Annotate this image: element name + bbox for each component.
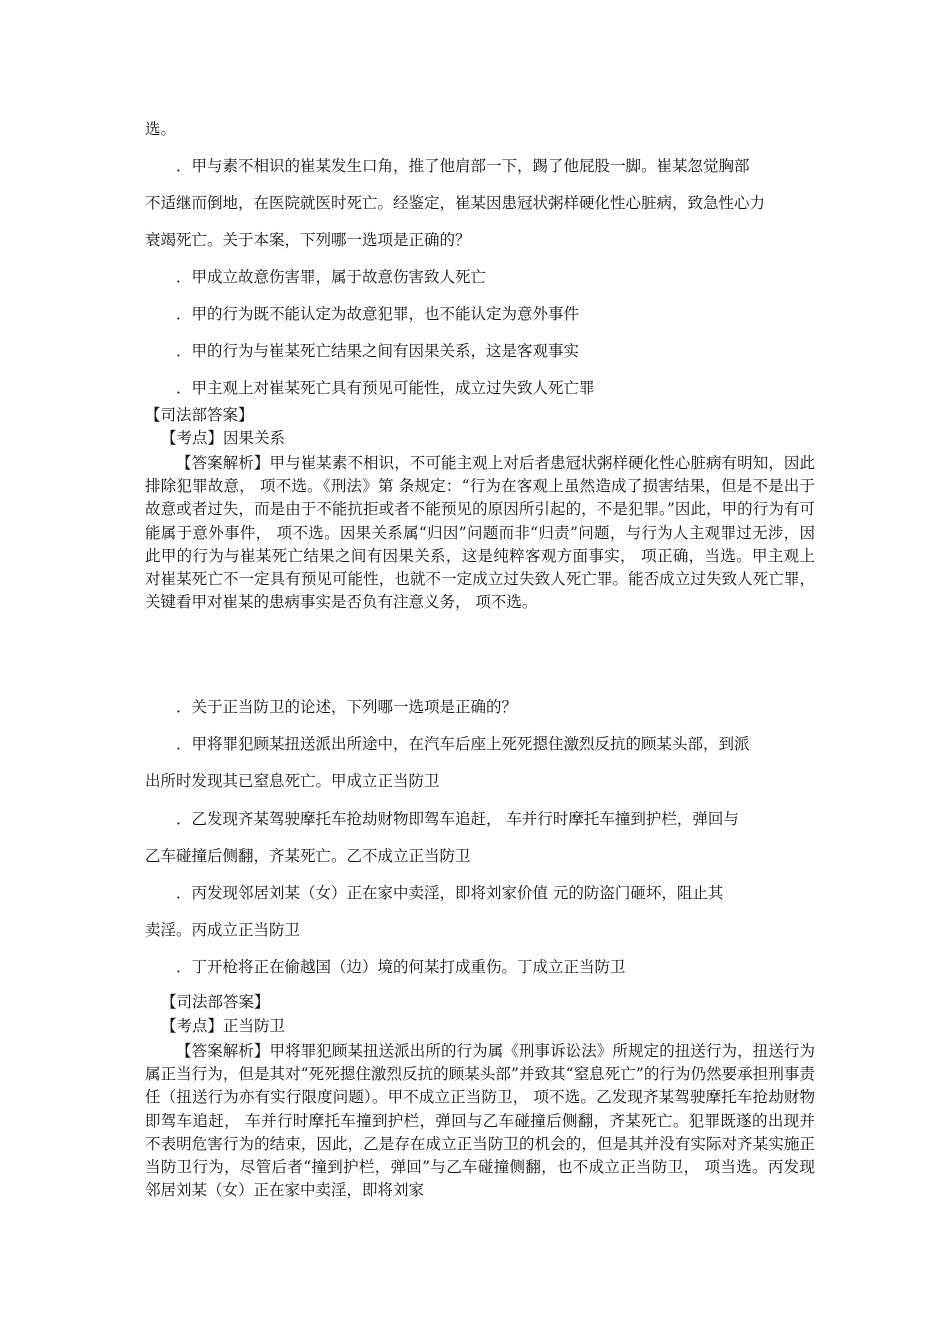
q2-option-b-line-1: ．乙发现齐某驾驶摩托车抢劫财物即驾车追赶， 车并行时摩托车撞到护栏，弹回与 bbox=[176, 810, 739, 828]
q1-option-b: ．甲的行为既不能认定为故意犯罪，也不能认定为意外事件 bbox=[176, 305, 580, 323]
q1-option-a: ．甲成立故意伤害罪，属于故意伤害致人死亡 bbox=[176, 268, 487, 286]
q2-option-d: ．丁开枪将正在偷越国（边）境的何某打成重伤。丁成立正当防卫 bbox=[176, 958, 626, 976]
q2-analysis: 【答案解析】甲将罪犯顾某扭送派出所的行为属《刑事诉讼法》所规定的扭送行为，扭送行为属正当行为，但是其对“死死摁住激烈反抗的顾某头部”并致其“窒息死亡”的行为仍然要承担刑事责任（扭送行为亦有实行限度问题）。甲不成立正当防卫， 项不选。乙发现齐某驾驶摩托车抢劫财物即驾车追赶， 车并行时摩托车撞到护栏，弹回与乙车碰撞后侧翻，齐某死亡。犯罪既遂的出现并不表明危害行为的结束，因此，乙是存在成立正当防卫的机会的，但是其并没有实际对齐某实施正当防卫行为，尽管后者“撞到护栏，弹回”与乙车碰撞侧翻，也不成立正当防卫， 项当选。丙发现邻居刘某（女）正在家中卖淫，即将刘家 bbox=[145, 1042, 815, 1200]
q2-option-a-line-2: 出所时发现其已窒息死亡。甲成立正当防卫 bbox=[145, 772, 440, 790]
q2-option-c-line-1: ．丙发现邻居刘某（女）正在家中卖淫，即将刘家价值 元的防盗门砸坏，阻止其 bbox=[176, 884, 724, 902]
q1-option-c: ．甲的行为与崔某死亡结果之间有因果关系，这是客观事实 bbox=[176, 342, 580, 360]
q2-stem: ．关于正当防卫的论述，下列哪一选项是正确的？ bbox=[176, 698, 518, 716]
q1-analysis: 【答案解析】甲与崔某素不相识，不可能主观上对后者患冠状粥样硬化性心脏病有明知，因此排除犯罪故意， 项不选。《刑法》第 条规定：“行为在客观上虽然造成了损害结果，但是不是出于故意或者过失，而是由于不能抗拒或者不能预见的原因所引起的，不是犯罪。”因此，甲的行为有可能属于意外事件， 项不选。因果关系属“归因”问题而非“归责”问题，与行为人主观罪过无涉，因此甲的行为与崔某死亡结果之间有因果关系，这是纯粹客观方面事实， 项正确，当选。甲主观上对崔某死亡不一定具有预见可能性，也就不一定成立过失致人死亡罪。能否成立过失致人死亡罪，关键看甲对崔某的患病事实是否负有注意义务， 项不选。 bbox=[145, 454, 815, 612]
q2-option-a-line-1: ．甲将罪犯顾某扭送派出所途中，在汽车后座上死死摁住激烈反抗的顾某头部，到派 bbox=[176, 735, 750, 753]
q1-option-d: ．甲主观上对崔某死亡具有预见可能性，成立过失致人死亡罪 bbox=[176, 379, 595, 397]
q1-kaodian: 【考点】因果关系 bbox=[161, 429, 286, 447]
q1-tail-text: 选。 bbox=[145, 120, 177, 138]
q2-answer-label: 【司法部答案】 bbox=[161, 993, 270, 1011]
q2-option-b-line-2: 乙车碰撞后侧翻，齐某死亡。乙不成立正当防卫 bbox=[145, 847, 471, 865]
q1-answer-label: 【司法部答案】 bbox=[145, 406, 254, 424]
q2-kaodian: 【考点】正当防卫 bbox=[161, 1017, 286, 1035]
q1-stem-line-1: ．甲与素不相识的崔某发生口角，推了他肩部一下，踢了他屁股一脚。崔某忽觉胸部 bbox=[176, 157, 750, 175]
q1-stem-line-3: 衰竭死亡。关于本案，下列哪一选项是正确的？ bbox=[145, 231, 471, 249]
q2-option-c-line-2: 卖淫。丙成立正当防卫 bbox=[145, 921, 301, 939]
q1-stem-line-2: 不适继而倒地，在医院就医时死亡。经鉴定，崔某因患冠状粥样硬化性心脏病，致急性心力 bbox=[145, 194, 766, 212]
